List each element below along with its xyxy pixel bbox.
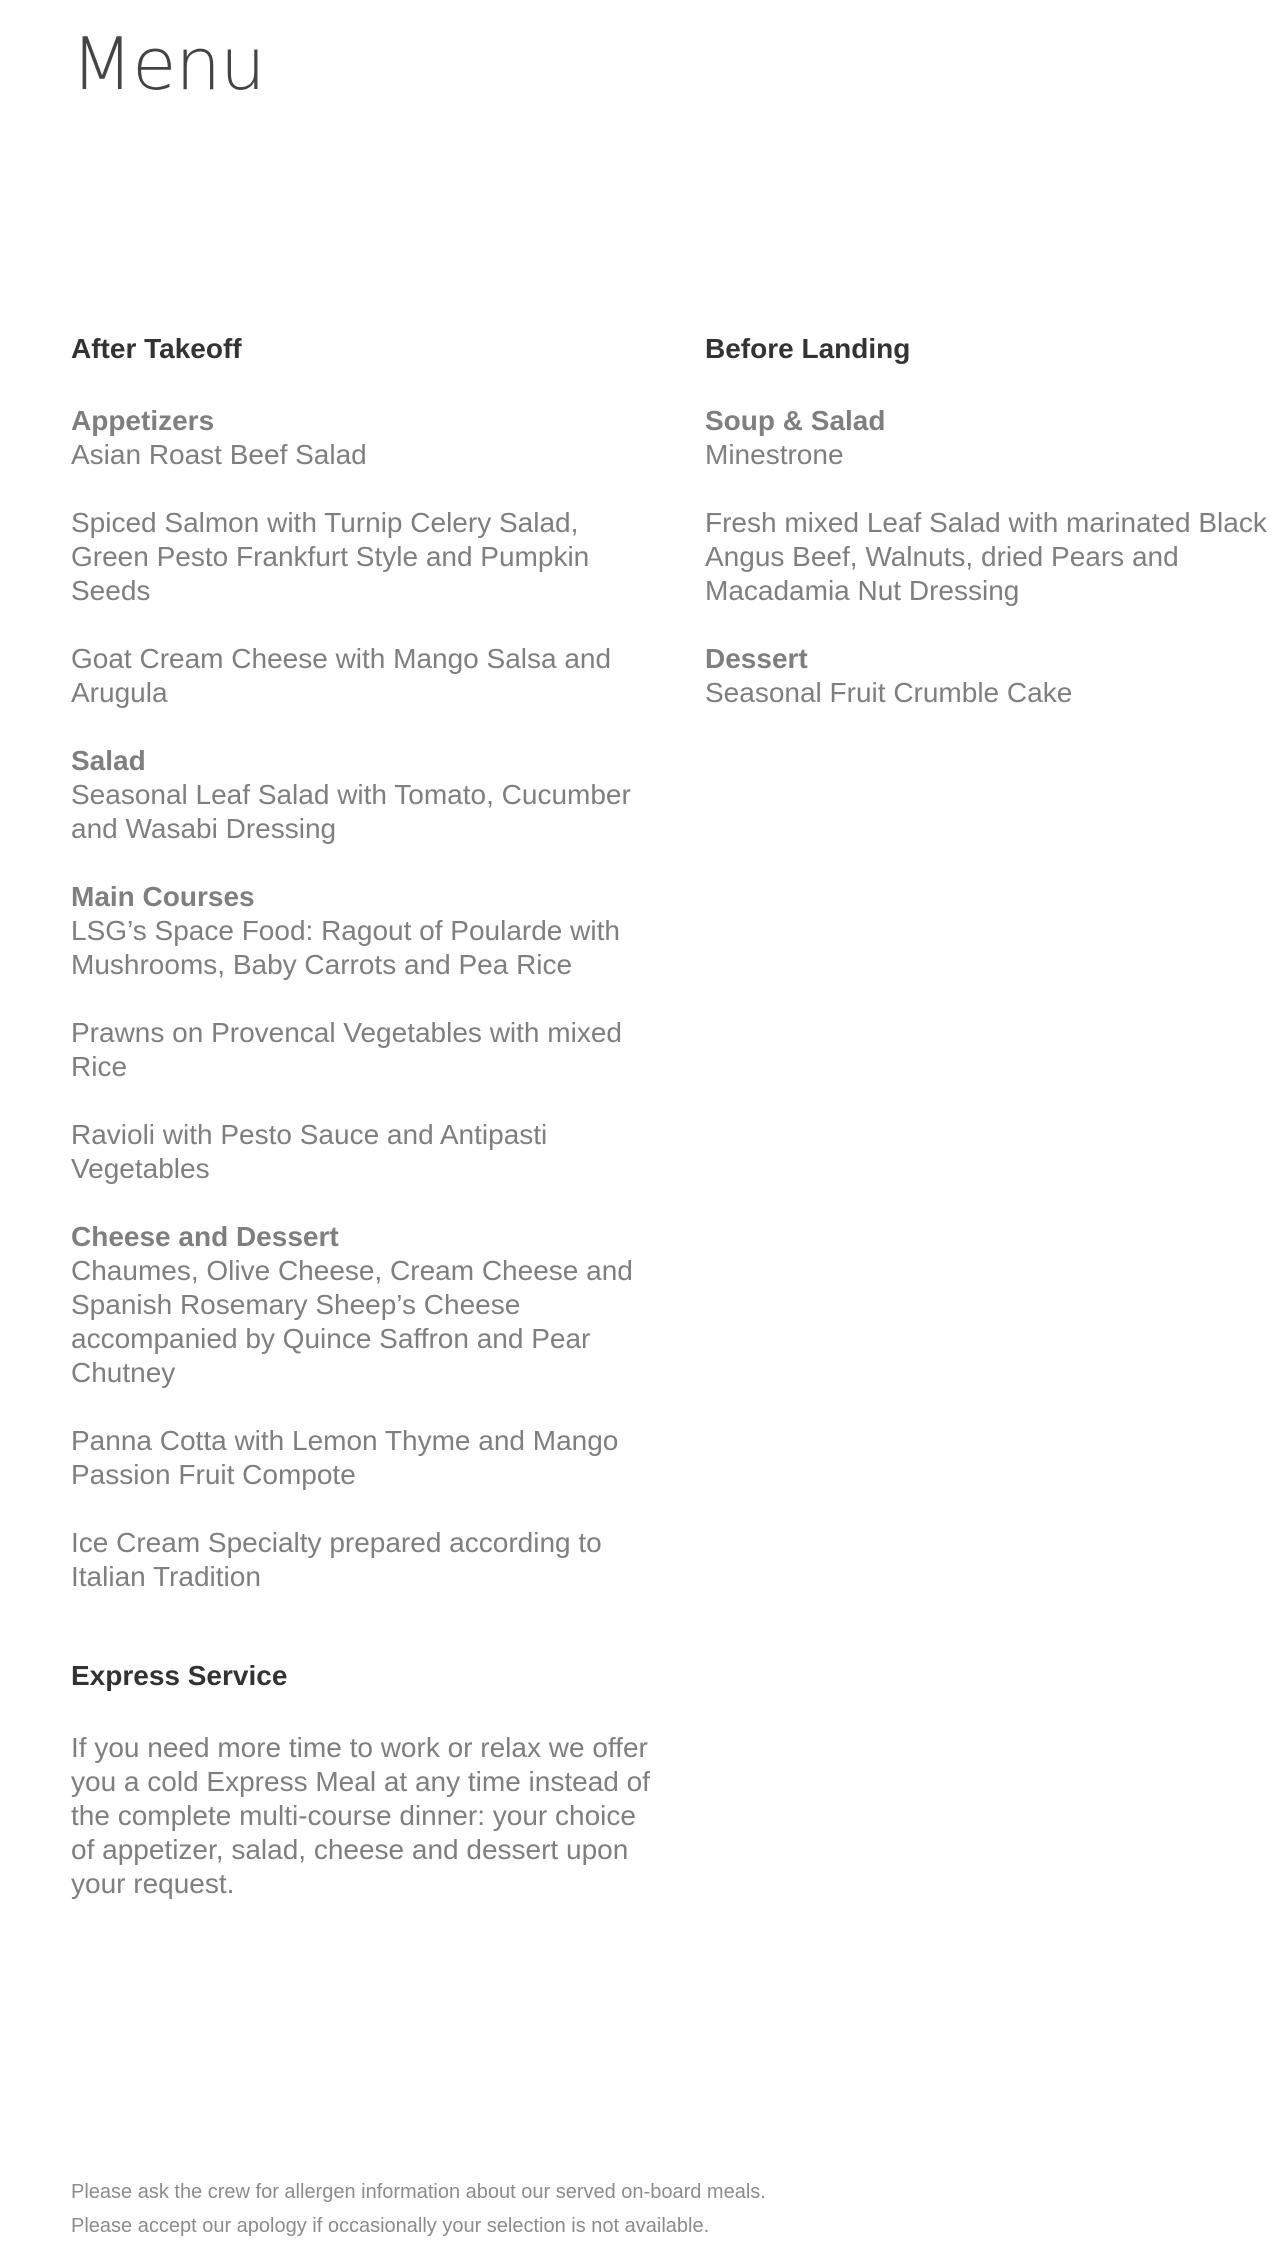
express-service-heading: Express Service: [71, 1660, 288, 1691]
dish-item: Prawns on Provencal Vegetables with mixed Rice: [71, 1017, 622, 1082]
dish-item: Chaumes, Olive Cheese, Cream Cheese and Spanish Rosemary Sheep’s Cheese accompanied by Quince Saffron and Pear Chutney: [71, 1255, 633, 1388]
dish-item: LSG’s Space Food: Ragout of Poularde with Mushrooms, Baby Carrots and Pea Rice: [71, 915, 620, 980]
category-cheese-and-dessert: [71, 1220, 661, 1594]
after-takeoff-heading: After Takeoff: [71, 333, 242, 364]
category-title: Salad: [71, 745, 146, 776]
menu-footer: [71, 2175, 1171, 2243]
dish-item: Ravioli with Pesto Sauce and Antipasti Vegetables: [71, 1119, 548, 1184]
dish-item: Spiced Salmon with Turnip Celery Salad, Green Pesto Frankfurt Style and Pumpkin Seeds: [71, 507, 590, 606]
category-soup-and-salad: [705, 404, 1275, 608]
dish-item: Seasonal Leaf Salad with Tomato, Cucumber and Wasabi Dressing: [71, 779, 631, 844]
before-landing-section: [705, 328, 1275, 744]
category-title: Appetizers: [71, 405, 215, 436]
category-title: Soup & Salad: [705, 405, 886, 436]
category-title: Cheese and Dessert: [71, 1221, 339, 1252]
dish-item: Minestrone: [705, 439, 844, 470]
category-title: Main Courses: [71, 881, 255, 912]
dish-item: Asian Roast Beef Salad: [71, 439, 367, 470]
express-service-text: If you need more time to work or relax we offer you a cold Express Meal at any time instead of the complete multi-course dinner: your choice of appetizer, salad, cheese and dessert upon your request.: [71, 1732, 650, 1899]
express-service-section: [71, 1655, 651, 1901]
dish-item: Panna Cotta with Lemon Thyme and Mango Passion Fruit Compote: [71, 1425, 619, 1490]
category-main-courses: [71, 880, 661, 1186]
category-title: Dessert: [705, 643, 808, 674]
before-landing-heading: Before Landing: [705, 333, 911, 364]
apology-note: Please accept our apology if occasionally your selection is not available.: [71, 2215, 710, 2237]
page-title: Menu: [71, 22, 265, 106]
dish-item: Goat Cream Cheese with Mango Salsa and Arugula: [71, 643, 612, 708]
dish-item: Seasonal Fruit Crumble Cake: [705, 677, 1073, 708]
dish-item: Fresh mixed Leaf Salad with marinated Black Angus Beef, Walnuts, dried Pears and Macadamia Nut Dressing: [705, 507, 1267, 606]
dish-item: Ice Cream Specialty prepared according to Italian Tradition: [71, 1527, 602, 1592]
category-dessert: [705, 642, 1275, 710]
allergen-note: Please ask the crew for allergen information about our served on-board meals.: [71, 2181, 766, 2203]
category-appetizers: [71, 404, 661, 710]
after-takeoff-section: [71, 328, 661, 1628]
category-salad: [71, 744, 661, 846]
